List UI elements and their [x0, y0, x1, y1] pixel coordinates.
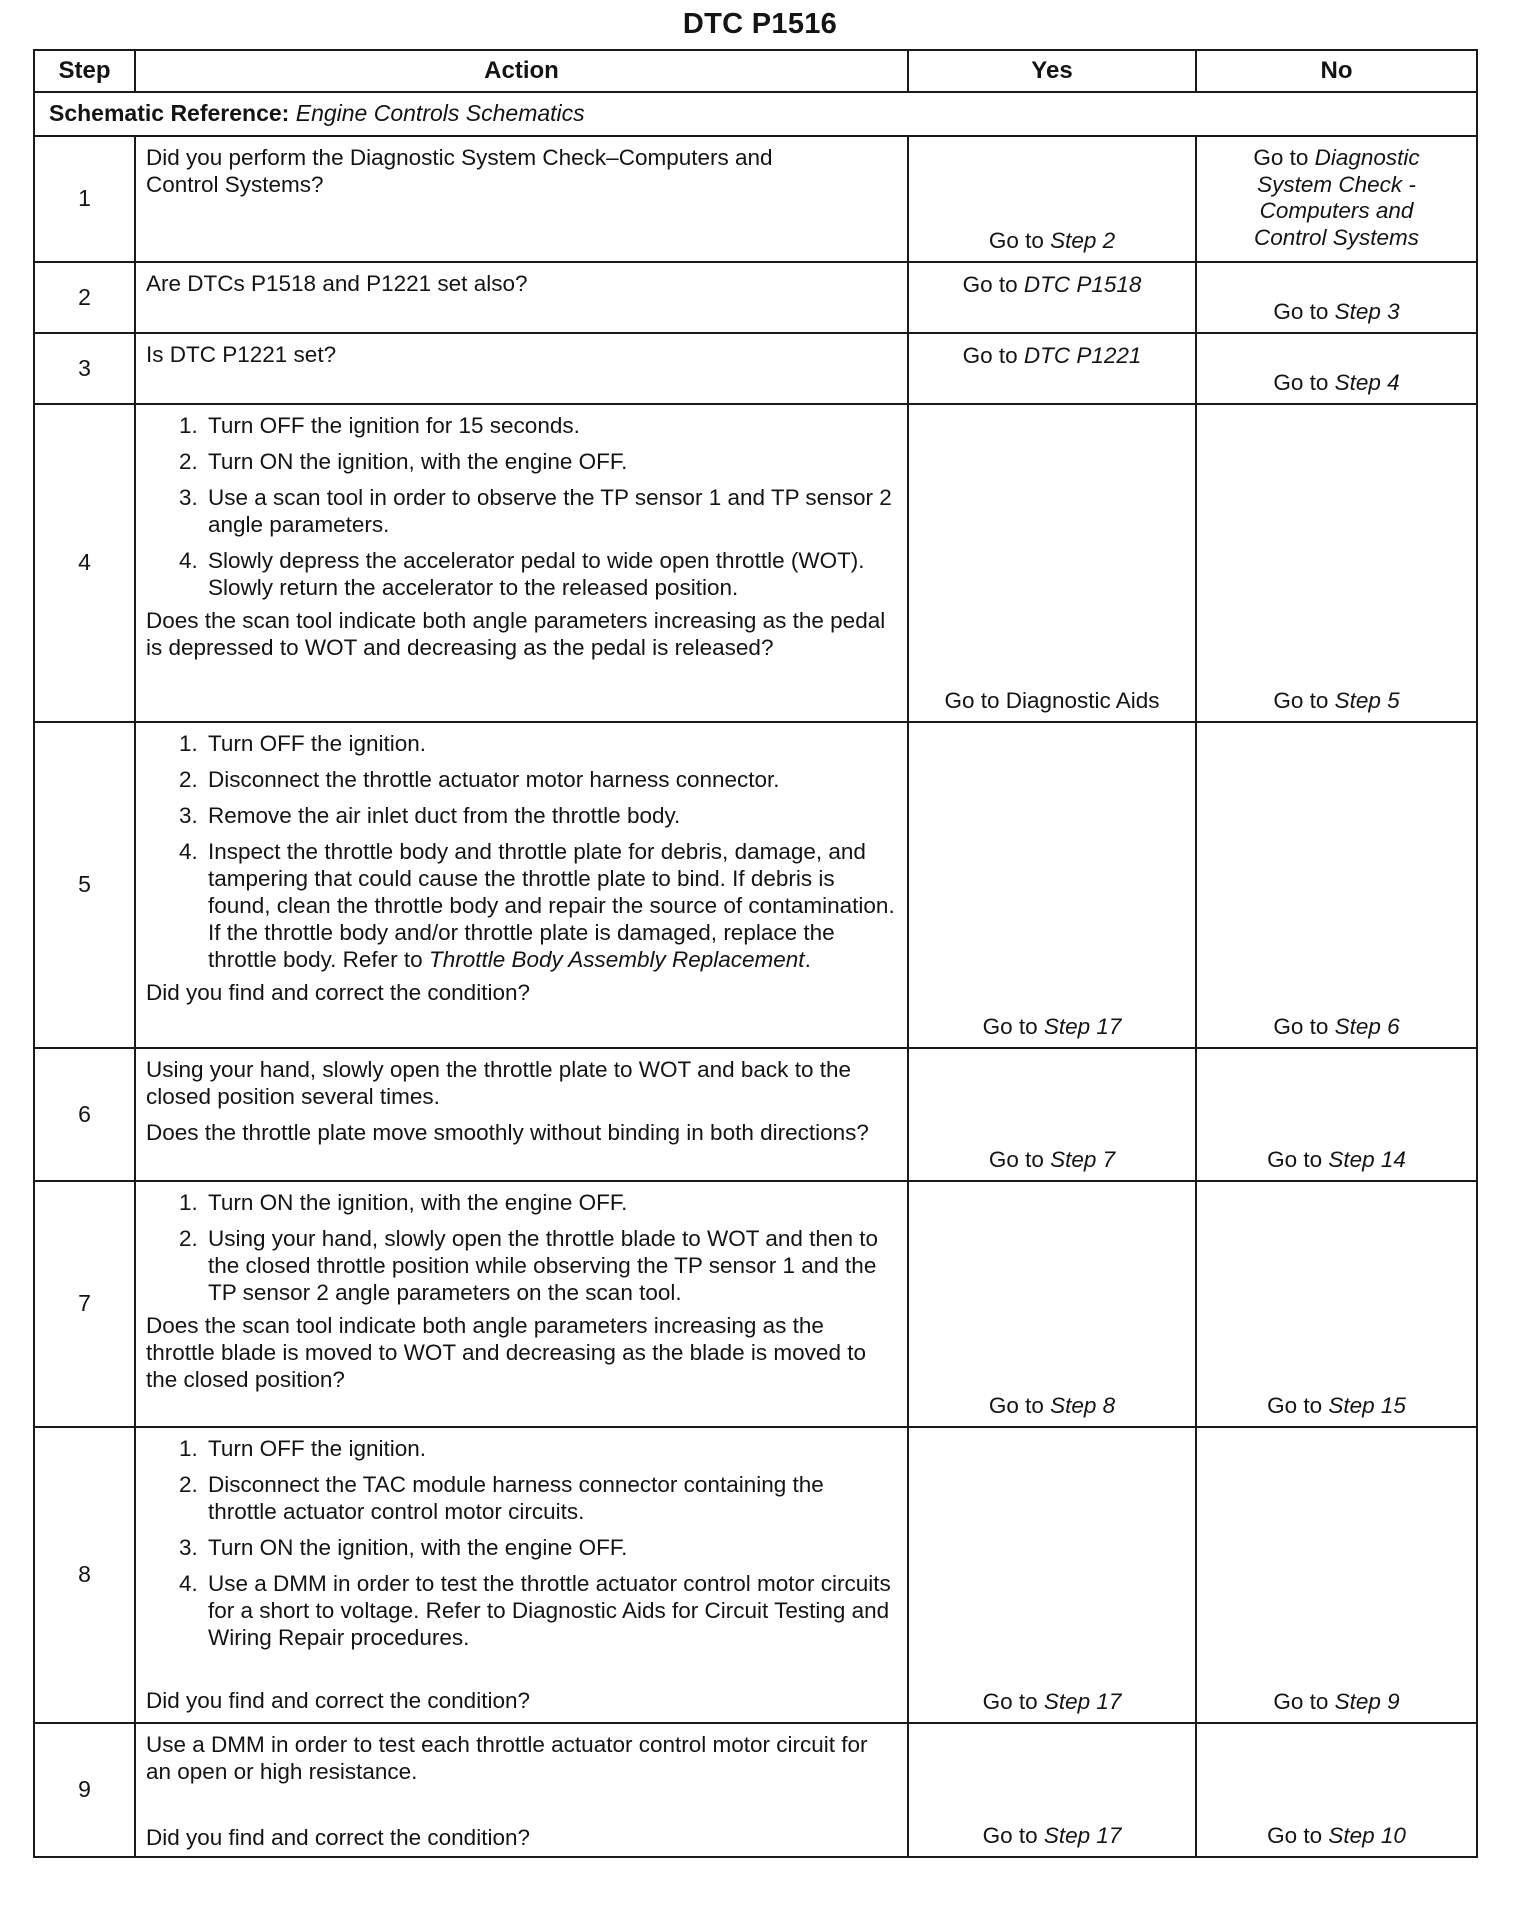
no-link-line: Computers and — [1259, 198, 1414, 224]
list-item: 3. Turn ON the ignition, with the engine OFF. — [204, 1534, 897, 1561]
list-item: 2. Disconnect the TAC module harness connector containing the throttle actuator control motor circuits. — [204, 1471, 897, 1525]
yes-cell — [908, 1181, 1196, 1427]
list-item: 1. Turn OFF the ignition. — [204, 1435, 897, 1462]
list-item: 1. Turn OFF the ignition. — [204, 730, 897, 757]
goto-prefix: Go to — [982, 1823, 1038, 1848]
no-link[interactable]: Step 3 — [1334, 299, 1400, 324]
goto-prefix: Go to — [982, 1689, 1038, 1714]
header-no: No — [1196, 50, 1477, 92]
list-item: 2. Disconnect the throttle actuator motor harness connector. — [204, 766, 897, 793]
no-cell — [1196, 404, 1477, 722]
list-item: 3. Use a scan tool in order to observe the TP sensor 1 and TP sensor 2 angle parameters. — [204, 484, 897, 538]
goto-prefix: Go to — [1273, 370, 1329, 395]
schematic-row — [34, 92, 1477, 136]
list-item: 4. Slowly depress the accelerator pedal to wide open throttle (WOT). Slowly return the accelerator to the released position. — [204, 547, 897, 601]
table-row — [34, 333, 1477, 404]
goto-prefix: Go to — [1267, 1147, 1323, 1172]
step-number: 5 — [34, 722, 135, 1048]
goto-prefix: Go to — [1273, 1014, 1329, 1039]
no-link[interactable]: Step 9 — [1334, 1689, 1400, 1714]
no-cell — [1196, 262, 1477, 333]
table-row — [34, 722, 1477, 1048]
table-row — [34, 136, 1477, 262]
no-link[interactable]: Step 5 — [1334, 688, 1400, 713]
question-text: Did you find and correct the condition? — [146, 980, 530, 1005]
procedure-list — [146, 1189, 897, 1306]
no-link-line: Control Systems — [1253, 224, 1420, 250]
no-cell — [1196, 1723, 1477, 1857]
no-cell — [1196, 1181, 1477, 1427]
goto-prefix: Go to — [988, 1147, 1044, 1172]
yes-cell — [908, 1723, 1196, 1857]
step-number: 8 — [34, 1427, 135, 1723]
procedure-list — [146, 1435, 897, 1651]
goto-prefix: Go to — [1253, 145, 1309, 170]
question-text: Does the scan tool indicate both angle parameters increasing as the pedal is depressed to WOT and decreasing as the pedal is released? — [146, 608, 886, 660]
no-cell — [1196, 136, 1477, 262]
yes-link[interactable]: Step 2 — [1050, 228, 1116, 253]
goto-prefix: Go to — [988, 228, 1044, 253]
question-text: Did you perform the Diagnostic System Check–Computers and Control Systems? — [146, 145, 773, 197]
yes-link[interactable]: Step 17 — [1043, 1014, 1122, 1039]
list-item: 4. Inspect the throttle body and throttle plate for debris, damage, and tampering that could cause the throttle plate to bind. If debris is found, clean the throttle body and repair the source of contamination. If the throttle body and/or throttle plate is damaged, replace the throttle body. Refer to Throttle Body Assembly Replacement. — [204, 838, 897, 973]
spacer — [146, 1794, 897, 1824]
action-cell — [135, 1427, 908, 1723]
no-cell — [1196, 1048, 1477, 1181]
list-item-text: Inspect the throttle body and throttle plate for debris, damage, and tampering that could cause the throttle plate to bind. If debris is found, clean the throttle body and repair the source of contamination. If the throttle body and/or throttle plate is damaged, replace the throttle body. Refer to — [208, 839, 895, 972]
table-row — [34, 1181, 1477, 1427]
question-text: Did you find and correct the condition? — [146, 1688, 530, 1713]
table-row — [34, 1427, 1477, 1723]
yes-cell — [908, 262, 1196, 333]
question-text: Is DTC P1221 set? — [146, 342, 337, 367]
action-cell — [135, 1048, 908, 1181]
no-cell — [1196, 333, 1477, 404]
action-cell — [135, 262, 908, 333]
step-number: 6 — [34, 1048, 135, 1181]
header-yes: Yes — [908, 50, 1196, 92]
step-number: 3 — [34, 333, 135, 404]
list-item: 2. Using your hand, slowly open the throttle blade to WOT and then to the closed throttle position while observing the TP sensor 1 and the TP sensor 2 angle parameters on the scan tool. — [204, 1225, 897, 1306]
question-text: Are DTCs P1518 and P1221 set also? — [146, 271, 528, 296]
no-cell — [1196, 1427, 1477, 1723]
yes-link[interactable]: Step 7 — [1050, 1147, 1116, 1172]
goto-prefix: Go to — [1273, 688, 1329, 713]
action-cell — [135, 722, 908, 1048]
no-link[interactable]: Step 6 — [1334, 1014, 1400, 1039]
instruction-text: Use a DMM in order to test each throttle actuator control motor circuit for an open or high resistance. — [146, 1732, 868, 1784]
schematic-label: Schematic Reference: — [49, 100, 290, 127]
step-number: 4 — [34, 404, 135, 722]
table-row — [34, 404, 1477, 722]
yes-link[interactable]: DTC P1518 — [1023, 272, 1142, 297]
action-cell — [135, 1723, 908, 1857]
goto-prefix: Go to — [1273, 1689, 1329, 1714]
schematic-link[interactable]: Engine Controls Schematics — [295, 100, 585, 127]
yes-link[interactable]: Step 8 — [1050, 1393, 1116, 1418]
yes-cell — [908, 1048, 1196, 1181]
no-link-line: System Check - — [1257, 171, 1416, 197]
instruction-text: Using your hand, slowly open the throttle plate to WOT and back to the closed position several times. — [146, 1057, 851, 1109]
reference-link[interactable]: Throttle Body Assembly Replacement — [428, 947, 805, 972]
goto-prefix: Go to — [982, 1014, 1038, 1039]
no-cell — [1196, 722, 1477, 1048]
yes-cell — [908, 1427, 1196, 1723]
step-number: 7 — [34, 1181, 135, 1427]
goto-prefix: Go to — [988, 1393, 1044, 1418]
page-title: DTC P1516 — [682, 8, 838, 40]
yes-cell — [908, 404, 1196, 722]
no-link[interactable]: Step 10 — [1328, 1823, 1406, 1848]
no-link-line: Diagnostic — [1314, 145, 1420, 170]
list-item: 2. Turn ON the ignition, with the engine OFF. — [204, 448, 897, 475]
header-action: Action — [135, 50, 908, 92]
goto-prefix: Go to — [1267, 1393, 1323, 1418]
list-item: 3. Remove the air inlet duct from the throttle body. — [204, 802, 897, 829]
yes-cell — [908, 333, 1196, 404]
question-text: Does the scan tool indicate both angle parameters increasing as the throttle blade is moved to WOT and decreasing as the blade is moved to the closed position? — [146, 1313, 866, 1392]
yes-link[interactable]: DTC P1221 — [1023, 343, 1142, 368]
procedure-list — [146, 412, 897, 601]
goto-prefix: Go to — [962, 272, 1018, 297]
step-number: 9 — [34, 1723, 135, 1857]
question-text: Does the throttle plate move smoothly without binding in both directions? — [146, 1120, 869, 1145]
procedure-list — [146, 730, 897, 973]
table-row — [34, 262, 1477, 333]
list-item: 4. Use a DMM in order to test the throttle actuator control motor circuits for a short to voltage. Refer to Diagnostic Aids for Circuit Testing and Wiring Repair procedures. — [204, 1570, 897, 1651]
diagnostic-table — [33, 49, 1478, 1858]
yes-link[interactable]: Go to Diagnostic Aids — [944, 688, 1160, 713]
step-number: 1 — [34, 136, 135, 262]
yes-link[interactable]: Step 17 — [1043, 1823, 1122, 1848]
list-item: 1. Turn ON the ignition, with the engine OFF. — [204, 1189, 897, 1216]
no-link[interactable]: Step 14 — [1328, 1147, 1406, 1172]
action-cell — [135, 333, 908, 404]
goto-prefix: Go to — [1267, 1823, 1323, 1848]
header-step: Step — [34, 50, 135, 92]
list-item: 1. Turn OFF the ignition for 15 seconds. — [204, 412, 897, 439]
schematic-reference — [34, 92, 1477, 136]
question-text: Did you find and correct the condition? — [146, 1825, 530, 1850]
yes-cell — [908, 136, 1196, 262]
table-row — [34, 1048, 1477, 1181]
goto-prefix: Go to — [962, 343, 1018, 368]
yes-link[interactable]: Step 17 — [1043, 1689, 1122, 1714]
yes-cell — [908, 722, 1196, 1048]
action-cell — [135, 136, 908, 262]
step-number: 2 — [34, 262, 135, 333]
table-row — [34, 1723, 1477, 1857]
goto-prefix: Go to — [1273, 299, 1329, 324]
header-row — [34, 50, 1477, 92]
spacer — [146, 1657, 897, 1687]
no-link[interactable]: Step 15 — [1328, 1393, 1406, 1418]
action-cell — [135, 1181, 908, 1427]
action-cell — [135, 404, 908, 722]
no-link[interactable]: Step 4 — [1334, 370, 1400, 395]
